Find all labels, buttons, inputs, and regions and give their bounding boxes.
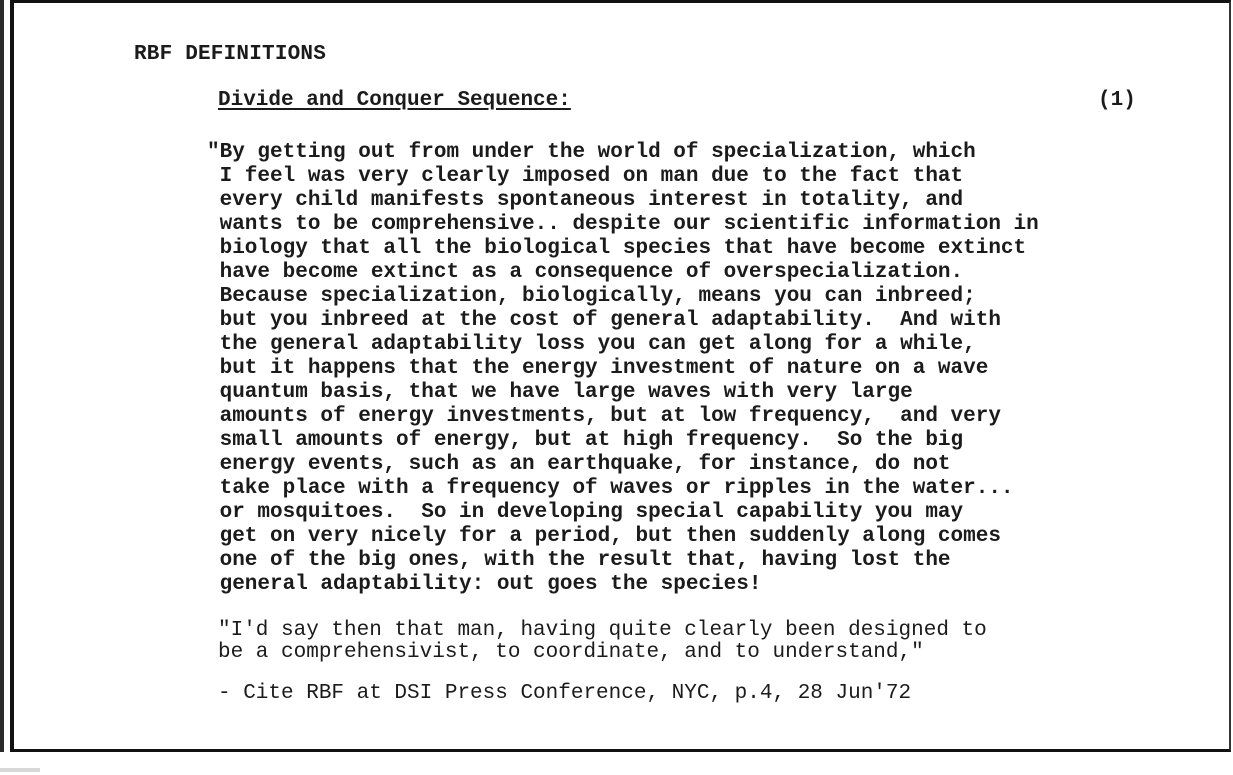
quote-line: Because specialization, biologically, means you can inbreed; xyxy=(207,285,976,308)
quote-line: get on very nicely for a period, but then suddenly along comes xyxy=(207,525,1001,548)
second-quote xyxy=(218,620,987,664)
quote-line: one of the big ones, with the result that, having lost the xyxy=(207,549,951,572)
quote-line: wants to be comprehensive.. despite our scientific information in xyxy=(207,213,1039,236)
quote-line: "I'd say then that man, having quite clearly been designed to xyxy=(218,619,987,642)
entry-heading: Divide and Conquer Sequence: xyxy=(218,89,571,112)
quote-line: take place with a frequency of waves or ripples in the water... xyxy=(207,477,1014,500)
quote-line: energy events, such as an earthquake, for instance, do not xyxy=(207,453,951,476)
quote-line: have become extinct as a consequence of overspecialization. xyxy=(207,261,964,284)
quote-line: the general adaptability loss you can get along for a while, xyxy=(207,333,976,356)
quote-line: but it happens that the energy investment of nature on a wave xyxy=(207,357,989,380)
entry-number: (1) xyxy=(1098,89,1136,112)
page-bottom-margin xyxy=(0,752,1233,775)
citation: - Cite RBF at DSI Press Conference, NYC, p.4, 28 Jun'72 xyxy=(218,682,912,705)
quote-line: or mosquitoes. So in developing special capability you may xyxy=(207,501,964,524)
definition-card xyxy=(10,0,1231,752)
quote-line: I feel was very clearly imposed on man due to the fact that xyxy=(207,165,964,188)
page-left-edge xyxy=(0,0,4,752)
quote-line: general adaptability: out goes the species! xyxy=(207,573,762,596)
quote-line: small amounts of energy, but at high frequency. So the big xyxy=(207,429,964,452)
quote-line: every child manifests spontaneous interest in totality, and xyxy=(207,189,964,212)
quote-line: but you inbreed at the cost of general adaptability. And with xyxy=(207,309,1001,332)
quote-line: biology that all the biological species that have become extinct xyxy=(207,237,1027,260)
quote-line: amounts of energy investments, but at low frequency, and very xyxy=(207,405,1001,428)
quote-line: be a comprehensivist, to coordinate, and to understand," xyxy=(218,641,924,664)
quote-line: "By getting out from under the world of specialization, which xyxy=(207,141,976,164)
document-title: RBF DEFINITIONS xyxy=(134,43,327,66)
quote-line: quantum basis, that we have large waves with very large xyxy=(207,381,913,404)
main-quote xyxy=(207,141,1167,597)
scan-artifact xyxy=(0,768,40,772)
